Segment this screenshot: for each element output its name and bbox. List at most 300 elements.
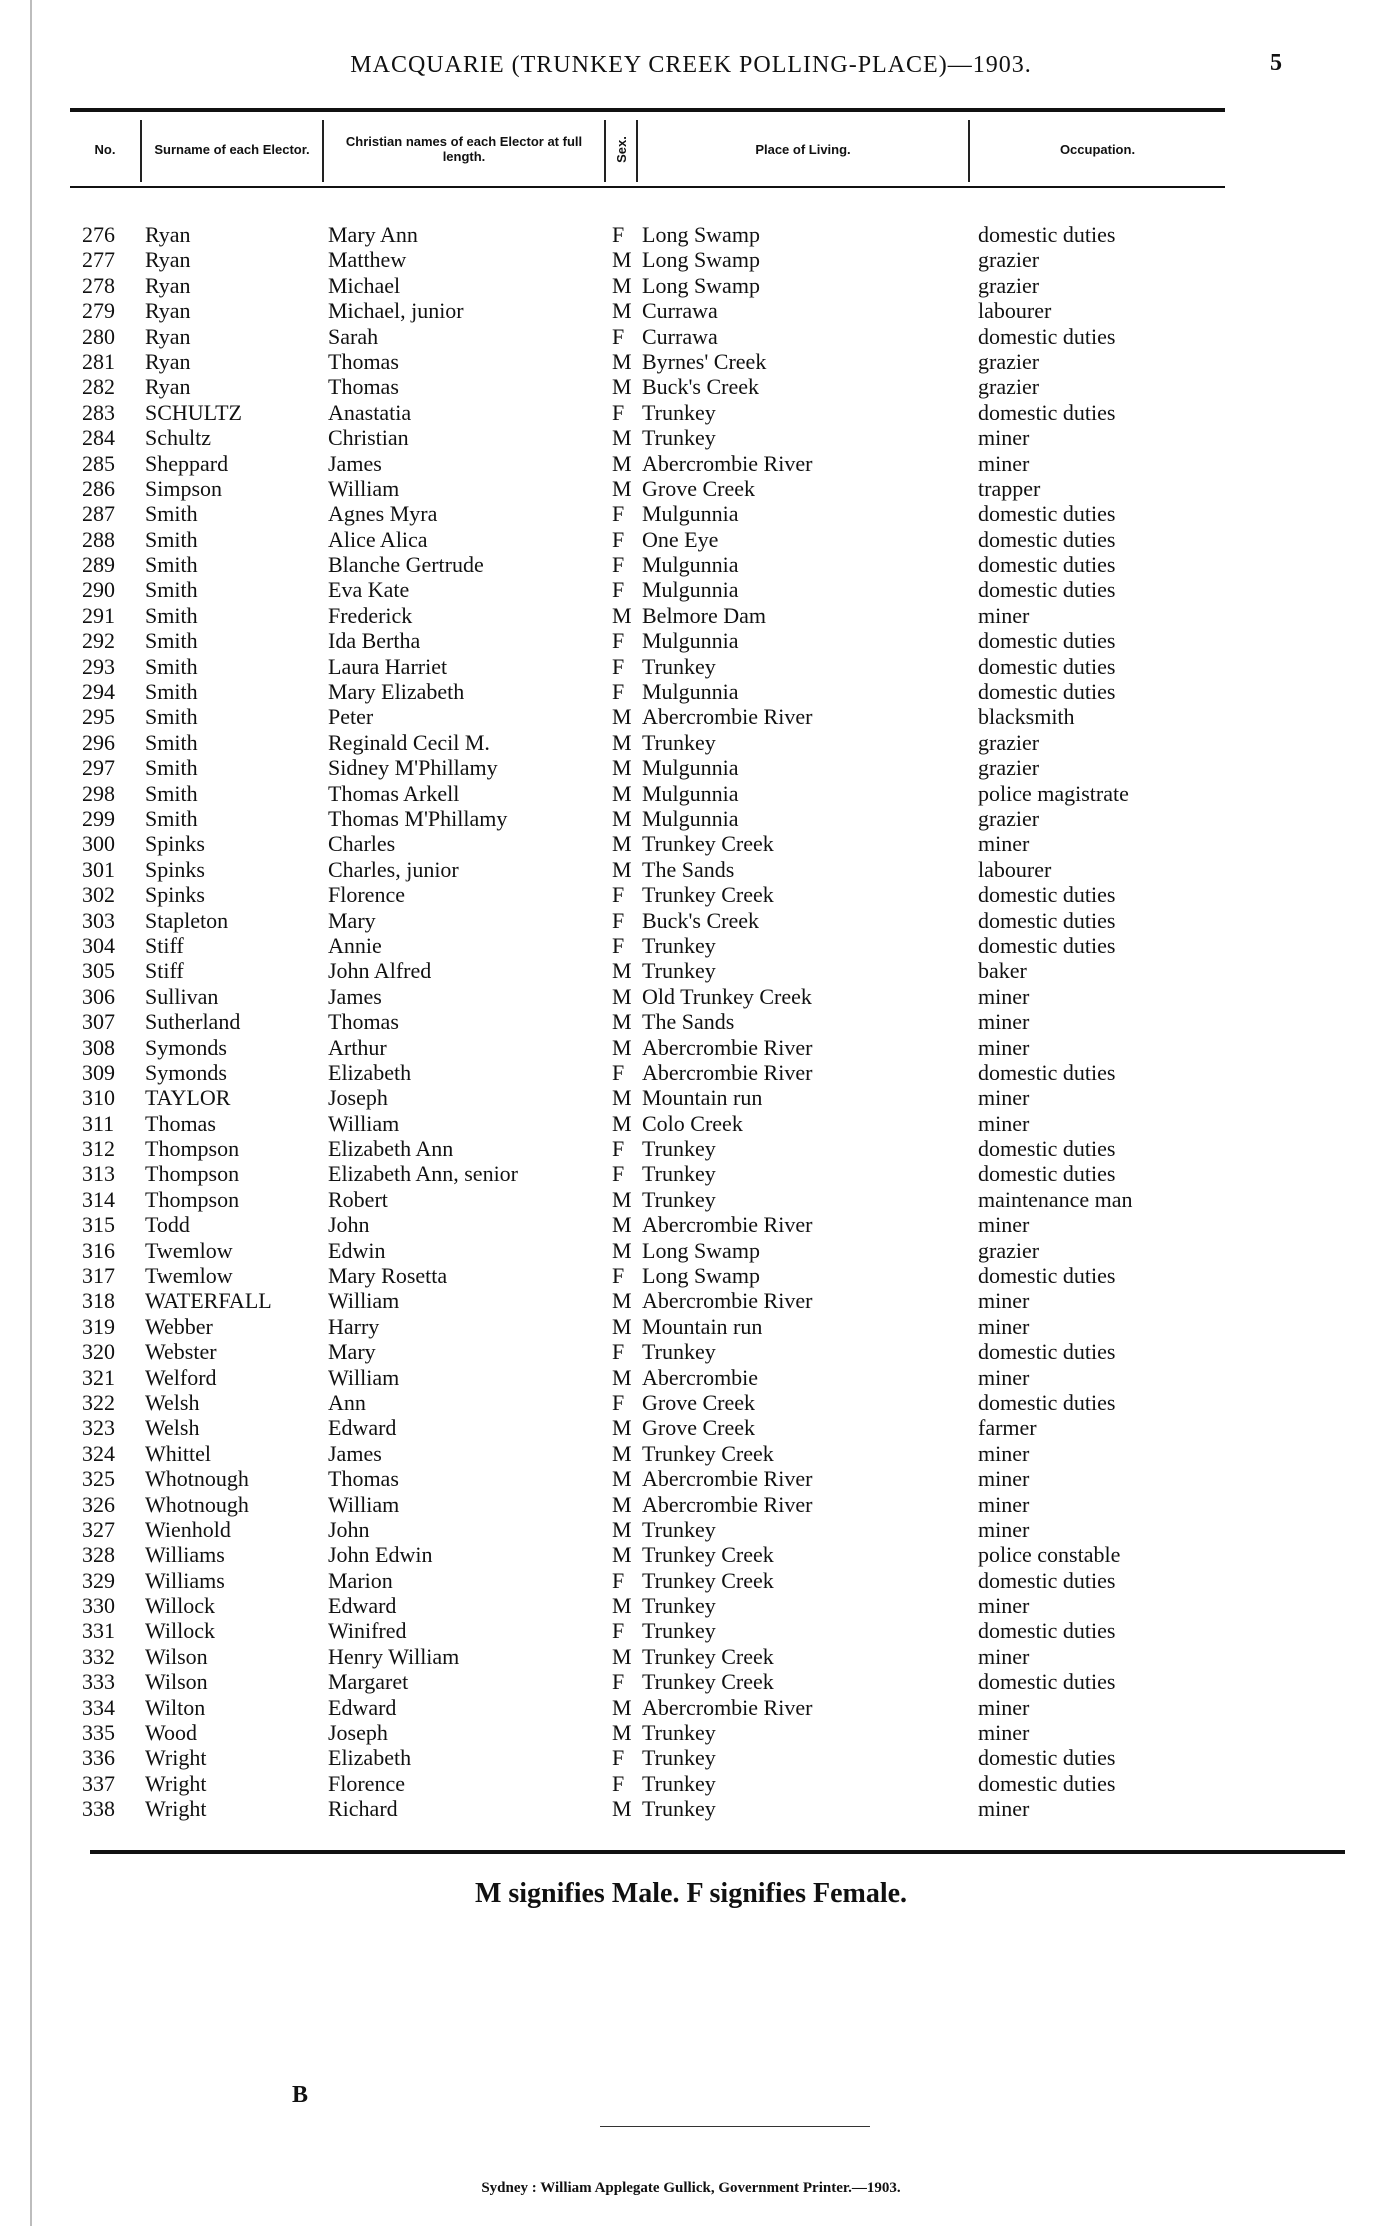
table-row (0, 374, 1382, 399)
elector-sex: M (612, 983, 632, 1009)
table-row (0, 755, 1382, 780)
elector-number: 319 (82, 1313, 115, 1339)
elector-number: 280 (82, 323, 115, 349)
elector-surname: Stapleton (145, 907, 229, 933)
table-row (0, 1593, 1382, 1618)
elector-sex: M (612, 1009, 632, 1035)
elector-occupation: domestic duties (978, 907, 1116, 933)
elector-occupation: miner (978, 1796, 1030, 1822)
table-row (0, 400, 1382, 425)
elector-surname: Wilson (145, 1643, 208, 1669)
table-row (0, 552, 1382, 577)
elector-place-of-living: Mulgunnia (642, 679, 739, 705)
elector-sex: M (612, 450, 632, 476)
elector-surname: Webster (145, 1339, 217, 1365)
elector-surname: Smith (145, 679, 198, 705)
elector-occupation: maintenance man (978, 1186, 1133, 1212)
bottom-rule (90, 1850, 1345, 1854)
elector-number: 333 (82, 1669, 115, 1695)
elector-surname: WATERFALL (145, 1288, 272, 1314)
imprint-rule (600, 2126, 870, 2127)
elector-christian-names: Henry William (328, 1643, 460, 1669)
elector-christian-names: Edwin (328, 1237, 386, 1263)
elector-number: 304 (82, 932, 115, 958)
elector-surname: Ryan (145, 222, 191, 247)
table-row (0, 1136, 1382, 1161)
elector-number: 287 (82, 501, 115, 527)
elector-sex: M (612, 1796, 632, 1822)
elector-number: 299 (82, 805, 115, 831)
elector-sex: M (612, 1212, 632, 1238)
elector-occupation: grazier (978, 805, 1040, 831)
table-row (0, 1618, 1382, 1643)
elector-sex: M (612, 1110, 632, 1136)
elector-number: 314 (82, 1186, 115, 1212)
elector-number: 330 (82, 1593, 115, 1619)
elector-place-of-living: The Sands (642, 1009, 735, 1035)
elector-occupation: miner (978, 1466, 1030, 1492)
elector-christian-names: Edward (328, 1415, 397, 1441)
elector-christian-names: Matthew (328, 247, 407, 273)
elector-place-of-living: Abercrombie River (642, 450, 813, 476)
table-row (0, 1263, 1382, 1288)
elector-place-of-living: Grove Creek (642, 1389, 756, 1415)
elector-occupation: baker (978, 958, 1027, 984)
elector-christian-names: William (328, 1288, 400, 1314)
elector-sex: F (612, 653, 625, 679)
elector-occupation: miner (978, 1110, 1030, 1136)
elector-sex: M (612, 1466, 632, 1492)
elector-christian-names: Thomas Arkell (328, 780, 460, 806)
elector-sex: F (612, 1339, 625, 1365)
elector-occupation: domestic duties (978, 1059, 1116, 1085)
elector-place-of-living: Long Swamp (642, 247, 760, 273)
elector-christian-names: Sidney M'Phillamy (328, 755, 498, 781)
elector-surname: Schultz (145, 425, 211, 451)
elector-christian-names: Laura Harriet (328, 653, 448, 679)
elector-place-of-living: Trunkey (642, 932, 716, 958)
elector-christian-names: William (328, 1110, 400, 1136)
elector-place-of-living: Grove Creek (642, 475, 756, 501)
elector-christian-names: William (328, 1491, 400, 1517)
elector-place-of-living: Mulgunnia (642, 552, 739, 578)
elector-christian-names: William (328, 1364, 400, 1390)
elector-place-of-living: Trunkey (642, 1720, 716, 1746)
elector-sex: F (612, 1389, 625, 1415)
elector-number: 331 (82, 1618, 115, 1644)
elector-number: 309 (82, 1059, 115, 1085)
elector-place-of-living: Trunkey (642, 958, 716, 984)
elector-place-of-living: Abercrombie River (642, 704, 813, 730)
elector-surname: Thompson (145, 1161, 240, 1187)
elector-place-of-living: Long Swamp (642, 1263, 760, 1289)
elector-place-of-living: Mulgunnia (642, 501, 739, 527)
elector-surname: Smith (145, 526, 198, 552)
table-row (0, 1415, 1382, 1440)
signature-mark: B (292, 2082, 309, 2108)
table-row (0, 273, 1382, 298)
elector-sex: F (612, 679, 625, 705)
elector-place-of-living: Trunkey Creek (642, 1643, 774, 1669)
elector-place-of-living: Buck's Creek (642, 907, 759, 933)
elector-place-of-living: Abercrombie River (642, 1212, 813, 1238)
elector-christian-names: Mary Elizabeth (328, 679, 465, 705)
elector-occupation: domestic duties (978, 399, 1116, 425)
elector-christian-names: Frederick (328, 602, 413, 628)
elector-christian-names: Mary (328, 907, 376, 933)
page-title: MACQUARIE (TRUNKEY CREEK POLLING-PLACE)—1903. (350, 52, 1032, 78)
elector-number: 289 (82, 552, 115, 578)
table-row (0, 1542, 1382, 1567)
elector-occupation: domestic duties (978, 1136, 1116, 1162)
elector-number: 285 (82, 450, 115, 476)
table-row (0, 1187, 1382, 1212)
elector-number: 300 (82, 831, 115, 857)
elector-occupation: grazier (978, 755, 1040, 781)
elector-occupation: miner (978, 1288, 1030, 1314)
table-row (0, 1238, 1382, 1263)
elector-place-of-living: Grove Creek (642, 1415, 756, 1441)
elector-number: 283 (82, 399, 115, 425)
elector-sex: F (612, 526, 625, 552)
elector-occupation: domestic duties (978, 552, 1116, 578)
elector-surname: Smith (145, 501, 198, 527)
elector-surname: Wright (145, 1745, 207, 1771)
elector-occupation: miner (978, 1694, 1030, 1720)
elector-christian-names: Michael, junior (328, 298, 464, 324)
header-surname: Surname of each Elector. (154, 141, 310, 157)
elector-place-of-living: Trunkey (642, 1136, 716, 1162)
elector-surname: Simpson (145, 475, 223, 501)
elector-occupation: miner (978, 1440, 1030, 1466)
table-row (0, 1669, 1382, 1694)
elector-number: 276 (82, 222, 115, 247)
elector-occupation: miner (978, 1313, 1030, 1339)
elector-surname: Ryan (145, 247, 191, 273)
table-row (0, 1339, 1382, 1364)
elector-sex: M (612, 1415, 632, 1441)
table-row (0, 1161, 1382, 1186)
elector-number: 322 (82, 1389, 115, 1415)
elector-number: 306 (82, 983, 115, 1009)
elector-christian-names: Mary (328, 1339, 376, 1365)
table-row (0, 324, 1382, 349)
elector-place-of-living: Currawa (642, 298, 718, 324)
elector-occupation: domestic duties (978, 1389, 1116, 1415)
elector-place-of-living: Mountain run (642, 1085, 763, 1111)
elector-number: 295 (82, 704, 115, 730)
elector-sex: F (612, 1567, 625, 1593)
elector-number: 307 (82, 1009, 115, 1035)
elector-occupation: labourer (978, 298, 1052, 324)
table-row (0, 1035, 1382, 1060)
elector-christian-names: Joseph (328, 1085, 388, 1111)
elector-sex: F (612, 501, 625, 527)
elector-place-of-living: Mulgunnia (642, 805, 739, 831)
elector-number: 311 (82, 1110, 115, 1136)
elector-sex: M (612, 1516, 632, 1542)
elector-surname: Williams (145, 1567, 225, 1593)
elector-sex: M (612, 704, 632, 730)
elector-sex: M (612, 1720, 632, 1746)
elector-sex: M (612, 831, 632, 857)
elector-sex: M (612, 1034, 632, 1060)
elector-sex: F (612, 628, 625, 654)
elector-surname: Wienhold (145, 1516, 231, 1542)
elector-surname: Whotnough (145, 1466, 249, 1492)
table-row (0, 882, 1382, 907)
elector-occupation: domestic duties (978, 1618, 1116, 1644)
elector-christian-names: Mary Rosetta (328, 1263, 448, 1289)
elector-sex: M (612, 1288, 632, 1314)
elector-sex: M (612, 602, 632, 628)
elector-surname: Twemlow (145, 1237, 233, 1263)
elector-occupation: miner (978, 1212, 1030, 1238)
elector-occupation: domestic duties (978, 1745, 1116, 1771)
table-row (0, 501, 1382, 526)
table-row (0, 984, 1382, 1009)
elector-christian-names: Elizabeth Ann, senior (328, 1161, 519, 1187)
elector-sex: M (612, 298, 632, 324)
elector-place-of-living: Trunkey (642, 1745, 716, 1771)
elector-christian-names: Arthur (328, 1034, 387, 1060)
elector-occupation: blacksmith (978, 704, 1075, 730)
table-row (0, 1212, 1382, 1237)
elector-surname: Smith (145, 755, 198, 781)
elector-christian-names: Charles, junior (328, 856, 459, 882)
elector-number: 286 (82, 475, 115, 501)
elector-christian-names: Thomas (328, 348, 399, 374)
elector-sex: M (612, 1364, 632, 1390)
elector-occupation: domestic duties (978, 1161, 1116, 1187)
elector-place-of-living: Mountain run (642, 1313, 763, 1339)
table-row (0, 1314, 1382, 1339)
elector-occupation: miner (978, 831, 1030, 857)
elector-occupation: domestic duties (978, 653, 1116, 679)
elector-occupation: domestic duties (978, 1770, 1116, 1796)
elector-sex: F (612, 1669, 625, 1695)
table-row (0, 1365, 1382, 1390)
table-row (0, 247, 1382, 272)
sex-legend: M signifies Male. F signifies Female. (474, 1878, 908, 1909)
elector-surname: Sullivan (145, 983, 219, 1009)
elector-surname: Thompson (145, 1136, 240, 1162)
elector-place-of-living: Abercrombie (642, 1364, 759, 1390)
elector-occupation: police constable (978, 1542, 1121, 1568)
elector-sex: F (612, 882, 625, 908)
elector-place-of-living: Belmore Dam (642, 602, 767, 628)
elector-occupation: miner (978, 425, 1030, 451)
table-row (0, 958, 1382, 983)
elector-number: 323 (82, 1415, 115, 1441)
elector-number: 281 (82, 348, 115, 374)
elector-sex: F (612, 552, 625, 578)
table-row (0, 527, 1382, 552)
table-row (0, 704, 1382, 729)
elector-christian-names: Margaret (328, 1669, 409, 1695)
elector-number: 325 (82, 1466, 115, 1492)
elector-occupation: domestic duties (978, 1567, 1116, 1593)
elector-occupation: domestic duties (978, 679, 1116, 705)
elector-occupation: domestic duties (978, 1339, 1116, 1365)
elector-number: 336 (82, 1745, 115, 1771)
elector-occupation: miner (978, 1364, 1030, 1390)
table-row (0, 476, 1382, 501)
elector-place-of-living: Trunkey (642, 1161, 716, 1187)
elector-number: 305 (82, 958, 115, 984)
elector-place-of-living: Colo Creek (642, 1110, 743, 1136)
elector-place-of-living: One Eye (642, 526, 719, 552)
elector-number: 278 (82, 272, 115, 298)
elector-surname: Ryan (145, 374, 191, 400)
elector-occupation: domestic duties (978, 1263, 1116, 1289)
elector-sex: M (612, 856, 632, 882)
elector-surname: Wilson (145, 1669, 208, 1695)
table-row (0, 451, 1382, 476)
elector-sex: F (612, 1161, 625, 1187)
elector-christian-names: Thomas (328, 1466, 399, 1492)
elector-surname: Smith (145, 780, 198, 806)
elector-christian-names: John (328, 1516, 370, 1542)
elector-christian-names: Anastatia (328, 399, 412, 425)
elector-number: 316 (82, 1237, 115, 1263)
elector-number: 329 (82, 1567, 115, 1593)
table-row (0, 603, 1382, 628)
elector-place-of-living: Abercrombie River (642, 1466, 813, 1492)
elector-number: 301 (82, 856, 115, 882)
elector-surname: Wilton (145, 1694, 206, 1720)
table-row (0, 1695, 1382, 1720)
elector-place-of-living: Mulgunnia (642, 755, 739, 781)
elector-place-of-living: Trunkey Creek (642, 1440, 774, 1466)
elector-number: 318 (82, 1288, 115, 1314)
elector-surname: Smith (145, 552, 198, 578)
elector-occupation: miner (978, 1034, 1030, 1060)
elector-sex: F (612, 1745, 625, 1771)
elector-christian-names: Reginald Cecil M. (328, 729, 490, 755)
elector-sex: M (612, 348, 632, 374)
elector-occupation: domestic duties (978, 1669, 1116, 1695)
elector-sex: M (612, 1491, 632, 1517)
elector-number: 294 (82, 679, 115, 705)
elector-occupation: miner (978, 1593, 1030, 1619)
elector-number: 320 (82, 1339, 115, 1365)
elector-number: 279 (82, 298, 115, 324)
elector-occupation: grazier (978, 1237, 1040, 1263)
elector-occupation: grazier (978, 348, 1040, 374)
elector-place-of-living: Trunkey (642, 729, 716, 755)
elector-occupation: domestic duties (978, 323, 1116, 349)
elector-sex: F (612, 1136, 625, 1162)
table-row (0, 933, 1382, 958)
elector-place-of-living: Abercrombie River (642, 1034, 813, 1060)
elector-sex: M (612, 425, 632, 451)
elector-surname: Stiff (145, 932, 184, 958)
elector-sex: F (612, 1059, 625, 1085)
elector-christian-names: Florence (328, 1770, 405, 1796)
elector-sex: F (612, 1770, 625, 1796)
elector-occupation: domestic duties (978, 628, 1116, 654)
elector-place-of-living: Trunkey (642, 1186, 716, 1212)
elector-place-of-living: Mulgunnia (642, 780, 739, 806)
elector-christian-names: Ann (328, 1389, 366, 1415)
elector-surname: Twemlow (145, 1263, 233, 1289)
elector-surname: Ryan (145, 272, 191, 298)
elector-christian-names: Richard (328, 1796, 398, 1822)
elector-sex: F (612, 323, 625, 349)
elector-place-of-living: Trunkey (642, 1618, 716, 1644)
elector-surname: TAYLOR (145, 1085, 231, 1111)
elector-place-of-living: Byrnes' Creek (642, 348, 767, 374)
elector-surname: Thompson (145, 1186, 240, 1212)
elector-sex: F (612, 932, 625, 958)
elector-christian-names: Mary Ann (328, 222, 418, 247)
table-row (0, 1720, 1382, 1745)
table-row (0, 1492, 1382, 1517)
elector-sex: F (612, 577, 625, 603)
elector-christian-names: Edward (328, 1593, 397, 1619)
elector-place-of-living: Long Swamp (642, 222, 760, 247)
elector-number: 282 (82, 374, 115, 400)
elector-occupation: miner (978, 1643, 1030, 1669)
table-row (0, 908, 1382, 933)
table-row (0, 349, 1382, 374)
elector-surname: Smith (145, 577, 198, 603)
elector-occupation: miner (978, 1720, 1030, 1746)
elector-christian-names: James (328, 983, 382, 1009)
header-occupation: Occupation. (1059, 141, 1136, 157)
elector-place-of-living: Trunkey Creek (642, 831, 774, 857)
elector-place-of-living: Long Swamp (642, 272, 760, 298)
elector-sex: M (612, 729, 632, 755)
elector-occupation: domestic duties (978, 932, 1116, 958)
elector-place-of-living: Mulgunnia (642, 577, 739, 603)
table-row (0, 1085, 1382, 1110)
elector-christian-names: Joseph (328, 1720, 388, 1746)
elector-surname: Whittel (145, 1440, 211, 1466)
elector-number: 302 (82, 882, 115, 908)
table-row (0, 1644, 1382, 1669)
elector-surname: Spinks (145, 831, 205, 857)
elector-surname: Ryan (145, 298, 191, 324)
table-row (0, 1288, 1382, 1313)
elector-occupation: grazier (978, 374, 1040, 400)
elector-occupation: grazier (978, 272, 1040, 298)
table-row (0, 425, 1382, 450)
elector-christian-names: Christian (328, 425, 409, 451)
elector-place-of-living: Abercrombie River (642, 1491, 813, 1517)
elector-occupation: trapper (978, 475, 1041, 501)
header-sex (606, 112, 636, 186)
elector-occupation: domestic duties (978, 501, 1116, 527)
elector-number: 321 (82, 1364, 115, 1390)
table-row (0, 806, 1382, 831)
table-row (0, 1796, 1382, 1821)
elector-surname: Webber (145, 1313, 213, 1339)
elector-number: 303 (82, 907, 115, 933)
table-row (0, 1111, 1382, 1136)
header-christian-names: Christian names of each Elector at full length. (345, 134, 583, 164)
elector-number: 326 (82, 1491, 115, 1517)
elector-number: 328 (82, 1542, 115, 1568)
table-row (0, 1745, 1382, 1770)
elector-christian-names: John Edwin (328, 1542, 433, 1568)
table-row (0, 1390, 1382, 1415)
table-row (0, 1060, 1382, 1085)
elector-place-of-living: The Sands (642, 856, 735, 882)
elector-surname: Spinks (145, 882, 205, 908)
elector-christian-names: Elizabeth (328, 1745, 412, 1771)
